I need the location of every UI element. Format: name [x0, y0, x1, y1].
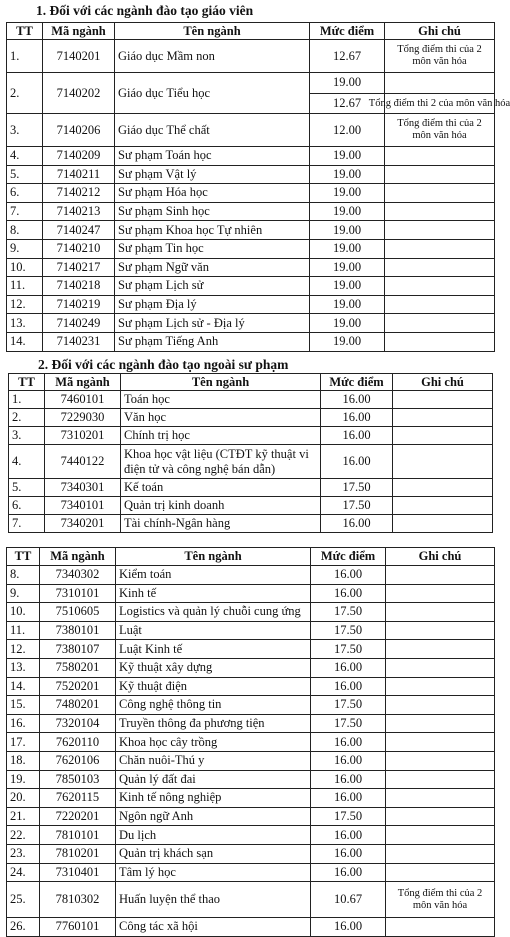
row-code: 7810302 — [40, 882, 116, 918]
row-code: 7140231 — [43, 332, 115, 351]
row-note — [385, 332, 495, 351]
row-note — [386, 603, 495, 622]
table-row — [7, 239, 495, 258]
section2-heading: 2. Đối với các ngành đào tạo ngoài sư phạm — [38, 357, 289, 372]
row-tt: 3. — [9, 427, 45, 445]
row-note — [386, 807, 495, 826]
row-tt: 6. — [9, 497, 45, 515]
row-score: 17.50 — [321, 479, 393, 497]
table-row — [7, 714, 495, 733]
row-name: Tâm lý học — [116, 863, 311, 882]
row-name: Quản trị kinh doanh — [121, 497, 321, 515]
row-code: 7140202 — [43, 73, 115, 114]
row-score: 17.50 — [311, 714, 386, 733]
row-tt: 14. — [7, 677, 40, 696]
row-note — [386, 696, 495, 715]
row-name: Kiểm toán — [116, 566, 311, 585]
row-tt: 1. — [7, 40, 43, 73]
row-note — [385, 202, 495, 221]
row-score: 16.00 — [321, 445, 393, 479]
col-header-tt: TT — [9, 374, 45, 391]
table-row — [7, 603, 495, 622]
row-tt: 10. — [7, 603, 40, 622]
row-note: Tổng điểm thi của 2 môn văn hóa — [386, 882, 495, 918]
row-tt: 15. — [7, 696, 40, 715]
row-tt: 1. — [9, 391, 45, 409]
row-code: 7340101 — [45, 497, 121, 515]
col-header-name: Tên ngành — [116, 548, 311, 566]
row-code: 7140212 — [43, 184, 115, 203]
row-score: 19.00 — [310, 221, 385, 240]
row-name: Sư phạm Sinh học — [115, 202, 310, 221]
row-score: 10.67 — [311, 882, 386, 918]
row-name: Ngôn ngữ Anh — [116, 807, 311, 826]
table-row — [7, 314, 495, 333]
row-score: 17.50 — [311, 640, 386, 659]
row-code: 7140217 — [43, 258, 115, 277]
row-code: 7810101 — [40, 826, 116, 845]
table-row — [7, 258, 495, 277]
table-row — [7, 696, 495, 715]
table-row — [9, 445, 493, 479]
row-name: Luật Kinh tế — [116, 640, 311, 659]
row-name: Sư phạm Vật lý — [115, 165, 310, 184]
row-name: Sư phạm Khoa học Tự nhiên — [115, 221, 310, 240]
row-score: 17.50 — [321, 497, 393, 515]
table-row — [7, 844, 495, 863]
table-row — [7, 165, 495, 184]
row-tt: 2. — [7, 73, 43, 114]
row-tt: 3. — [7, 114, 43, 147]
row-tt: 12. — [7, 640, 40, 659]
row-name: Sư phạm Tiếng Anh — [115, 332, 310, 351]
col-header-score: Mức điểm — [310, 23, 385, 40]
row-tt: 4. — [9, 445, 45, 479]
table-row — [7, 277, 495, 296]
table-row — [7, 807, 495, 826]
row-code: 7140213 — [43, 202, 115, 221]
row-code: 7229030 — [45, 409, 121, 427]
table-row — [7, 789, 495, 808]
row-code: 7140206 — [43, 114, 115, 147]
row-code: 7850103 — [40, 770, 116, 789]
table-row — [7, 751, 495, 770]
row-note — [385, 221, 495, 240]
row-note — [385, 277, 495, 296]
row-code: 7760101 — [40, 918, 116, 937]
table-row — [7, 184, 495, 203]
table-row — [7, 882, 495, 918]
row-score: 19.00 — [310, 258, 385, 277]
row-score: 16.00 — [311, 844, 386, 863]
row-score: 17.50 — [311, 696, 386, 715]
col-header-code: Mã ngành — [43, 23, 115, 40]
col-header-name: Tên ngành — [115, 23, 310, 40]
row-tt: 14. — [7, 332, 43, 351]
row-tt: 8. — [7, 566, 40, 585]
row-name: Toán học — [121, 391, 321, 409]
row-name: Văn học — [121, 409, 321, 427]
row-score: 16.00 — [311, 918, 386, 937]
row-name: Sư phạm Tin học — [115, 239, 310, 258]
row-tt: 5. — [7, 165, 43, 184]
table-header-row — [7, 548, 495, 566]
row-code: 7140209 — [43, 147, 115, 166]
row-name: Sư phạm Toán học — [115, 147, 310, 166]
table-row — [7, 863, 495, 882]
row-tt: 22. — [7, 826, 40, 845]
col-header-tt: TT — [7, 548, 40, 566]
row-name: Sư phạm Hóa học — [115, 184, 310, 203]
col-header-note: Ghi chú — [386, 548, 495, 566]
row-tt: 19. — [7, 770, 40, 789]
row-code: 7310201 — [45, 427, 121, 445]
table-row — [7, 584, 495, 603]
row-score: 16.00 — [311, 751, 386, 770]
row-score: 19.00 — [310, 184, 385, 203]
row-note — [386, 677, 495, 696]
row-score: 16.00 — [321, 391, 393, 409]
row-note — [393, 391, 493, 409]
table-row — [7, 221, 495, 240]
row-score: 19.00 — [310, 277, 385, 296]
row-tt: 13. — [7, 658, 40, 677]
table-row — [9, 497, 493, 515]
col-header-code: Mã ngành — [45, 374, 121, 391]
row-tt: 4. — [7, 147, 43, 166]
row-score-alt: 12.67 — [332, 95, 362, 110]
table-row — [7, 658, 495, 677]
row-code: 7620110 — [40, 733, 116, 752]
row-code: 7310401 — [40, 863, 116, 882]
table-row — [7, 40, 495, 73]
row-note — [386, 733, 495, 752]
row-name: Logistics và quản lý chuỗi cung ứng — [116, 603, 311, 622]
row-score: 19.00 — [310, 73, 384, 94]
table-row — [7, 733, 495, 752]
row-tt: 11. — [7, 621, 40, 640]
row-note — [386, 789, 495, 808]
row-name: Công tác xã hội — [116, 918, 311, 937]
row-score: 19.00 — [310, 332, 385, 351]
row-name: Giáo dục Tiểu học — [115, 73, 310, 114]
table-row — [7, 826, 495, 845]
row-score: 17.50 — [311, 621, 386, 640]
row-score: 19.00 — [310, 239, 385, 258]
table-row — [9, 427, 493, 445]
row-tt: 26. — [7, 918, 40, 937]
row-note — [385, 184, 495, 203]
row-code: 7480201 — [40, 696, 116, 715]
row-code: 7340201 — [45, 515, 121, 533]
row-code: 7580201 — [40, 658, 116, 677]
row-code: 7620106 — [40, 751, 116, 770]
row-score: 16.00 — [321, 409, 393, 427]
row-name: Sư phạm Lịch sử — [115, 277, 310, 296]
row-name: Sư phạm Lịch sử - Địa lý — [115, 314, 310, 333]
row-name: Kỹ thuật điện — [116, 677, 311, 696]
row-tt: 5. — [9, 479, 45, 497]
row-score: 16.00 — [321, 427, 393, 445]
row-name: Chăn nuôi-Thú y — [116, 751, 311, 770]
row-tt: 9. — [7, 584, 40, 603]
row-score: 16.00 — [311, 584, 386, 603]
row-score: 16.00 — [311, 863, 386, 882]
row-note — [393, 497, 493, 515]
row-score: 16.00 — [311, 566, 386, 585]
row-tt: 6. — [7, 184, 43, 203]
row-note — [386, 770, 495, 789]
table-row — [9, 479, 493, 497]
row-note — [393, 515, 493, 533]
col-header-score: Mức điểm — [321, 374, 393, 391]
row-tt: 25. — [7, 882, 40, 918]
row-note — [386, 658, 495, 677]
row-score: 16.00 — [311, 733, 386, 752]
row-score: 16.00 — [311, 658, 386, 677]
row-code: 7140210 — [43, 239, 115, 258]
row-score: 16.00 — [321, 515, 393, 533]
non-teacher-majors-table — [8, 373, 493, 533]
row-tt: 24. — [7, 863, 40, 882]
row-tt: 2. — [9, 409, 45, 427]
table-row — [7, 114, 495, 147]
row-name: Giáo dục Thể chất — [115, 114, 310, 147]
row-code: 7510605 — [40, 603, 116, 622]
row-tt: 9. — [7, 239, 43, 258]
row-name: Luật — [116, 621, 311, 640]
col-header-name: Tên ngành — [121, 374, 321, 391]
row-name: Kinh tế — [116, 584, 311, 603]
row-tt: 18. — [7, 751, 40, 770]
row-code: 7140247 — [43, 221, 115, 240]
table-row — [7, 202, 495, 221]
row-tt: 11. — [7, 277, 43, 296]
row-tt: 17. — [7, 733, 40, 752]
row-note — [386, 826, 495, 845]
row-note — [393, 427, 493, 445]
row-name: Kỹ thuật xây dựng — [116, 658, 311, 677]
table-row — [7, 566, 495, 585]
row-score: 12.67 — [310, 40, 385, 73]
row-note — [386, 714, 495, 733]
row-score: 16.00 — [311, 789, 386, 808]
row-note — [393, 409, 493, 427]
row-tt: 10. — [7, 258, 43, 277]
row-score: 19.00 — [310, 314, 385, 333]
row-note — [385, 258, 495, 277]
row-score: 19.00 — [310, 165, 385, 184]
row-name: Du lịch — [116, 826, 311, 845]
table-row — [7, 73, 495, 114]
row-name: Tài chính-Ngân hàng — [121, 515, 321, 533]
row-note — [386, 640, 495, 659]
row-note — [385, 73, 494, 94]
row-code: 7320104 — [40, 714, 116, 733]
row-code: 7140201 — [43, 40, 115, 73]
table-row — [7, 295, 495, 314]
row-note — [385, 147, 495, 166]
row-name: Kế toán — [121, 479, 321, 497]
row-name: Giáo dục Mầm non — [115, 40, 310, 73]
row-tt: 23. — [7, 844, 40, 863]
row-name: Khoa học cây trồng — [116, 733, 311, 752]
row-score: 17.50 — [311, 603, 386, 622]
row-score: 16.00 — [311, 770, 386, 789]
table-header-row — [9, 374, 493, 391]
row-name: Công nghệ thông tin — [116, 696, 311, 715]
row-code: 7140219 — [43, 295, 115, 314]
row-note: Tổng điểm thi của 2 môn văn hóa — [385, 40, 495, 73]
row-note: Tổng điểm thi của 2 môn văn hóa — [385, 114, 495, 147]
row-code: 7340301 — [45, 479, 121, 497]
row-score: 17.50 — [311, 807, 386, 826]
table-row — [7, 147, 495, 166]
table-row — [7, 677, 495, 696]
row-tt: 8. — [7, 221, 43, 240]
row-note — [393, 445, 493, 479]
row-note — [386, 584, 495, 603]
row-note — [385, 165, 495, 184]
row-note-alt: Tổng điểm thi 2 của môn văn hóa — [368, 97, 510, 109]
table-row — [7, 332, 495, 351]
row-score: 19.00 — [310, 147, 385, 166]
row-tt: 16. — [7, 714, 40, 733]
row-score: 19.00 — [310, 295, 385, 314]
teacher-majors-table — [6, 22, 510, 352]
table-row — [7, 918, 495, 937]
non-teacher-majors-table-continued — [6, 547, 495, 937]
row-note — [393, 479, 493, 497]
row-code: 7140211 — [43, 165, 115, 184]
row-note — [386, 621, 495, 640]
col-header-note: Ghi chú — [393, 374, 493, 391]
table-row — [7, 640, 495, 659]
row-name: Sư phạm Địa lý — [115, 295, 310, 314]
row-note — [386, 844, 495, 863]
row-code: 7220201 — [40, 807, 116, 826]
row-name: Quản lý đất đai — [116, 770, 311, 789]
row-score: 19.00 — [310, 202, 385, 221]
col-header-score: Mức điểm — [311, 548, 386, 566]
row-code: 7310101 — [40, 584, 116, 603]
table-row — [7, 621, 495, 640]
row-name: Sư phạm Ngữ văn — [115, 258, 310, 277]
col-header-tt: TT — [7, 23, 43, 40]
row-note — [386, 863, 495, 882]
row-note — [385, 314, 495, 333]
row-code: 7440122 — [45, 445, 121, 479]
row-code: 7140218 — [43, 277, 115, 296]
row-tt: 21. — [7, 807, 40, 826]
col-header-code: Mã ngành — [40, 548, 116, 566]
row-name: Quản trị khách sạn — [116, 844, 311, 863]
row-name: Khoa học vật liệu (CTĐT kỹ thuật vi điện tử và công nghệ bán dẫn) — [121, 445, 321, 479]
row-note — [385, 295, 495, 314]
row-code: 7620115 — [40, 789, 116, 808]
row-name: Kinh tế nông nghiệp — [116, 789, 311, 808]
row-note — [386, 566, 495, 585]
row-note — [386, 751, 495, 770]
row-name: Chính trị học — [121, 427, 321, 445]
row-note — [385, 239, 495, 258]
row-code: 7140249 — [43, 314, 115, 333]
row-tt: 7. — [7, 202, 43, 221]
row-score: 16.00 — [311, 826, 386, 845]
row-score: 16.00 — [311, 677, 386, 696]
row-code: 7340302 — [40, 566, 116, 585]
table-row — [9, 391, 493, 409]
row-code: 7380101 — [40, 621, 116, 640]
row-name: Truyền thông đa phương tiện — [116, 714, 311, 733]
row-note — [386, 918, 495, 937]
row-tt: 7. — [9, 515, 45, 533]
col-header-note: Ghi chú — [385, 23, 495, 40]
row-note-split — [368, 73, 510, 114]
row-score: 12.00 — [310, 114, 385, 147]
section1-heading: 1. Đối với các ngành đào tạo giáo viên — [36, 3, 254, 18]
row-code: 7380107 — [40, 640, 116, 659]
table-row — [9, 515, 493, 533]
row-code: 7520201 — [40, 677, 116, 696]
row-code: 7810201 — [40, 844, 116, 863]
row-name: Huấn luyện thể thao — [116, 882, 311, 918]
row-tt: 20. — [7, 789, 40, 808]
row-tt: 12. — [7, 295, 43, 314]
table-header-row — [7, 23, 495, 40]
table-row — [9, 409, 493, 427]
table-row — [7, 770, 495, 789]
row-code: 7460101 — [45, 391, 121, 409]
row-tt: 13. — [7, 314, 43, 333]
